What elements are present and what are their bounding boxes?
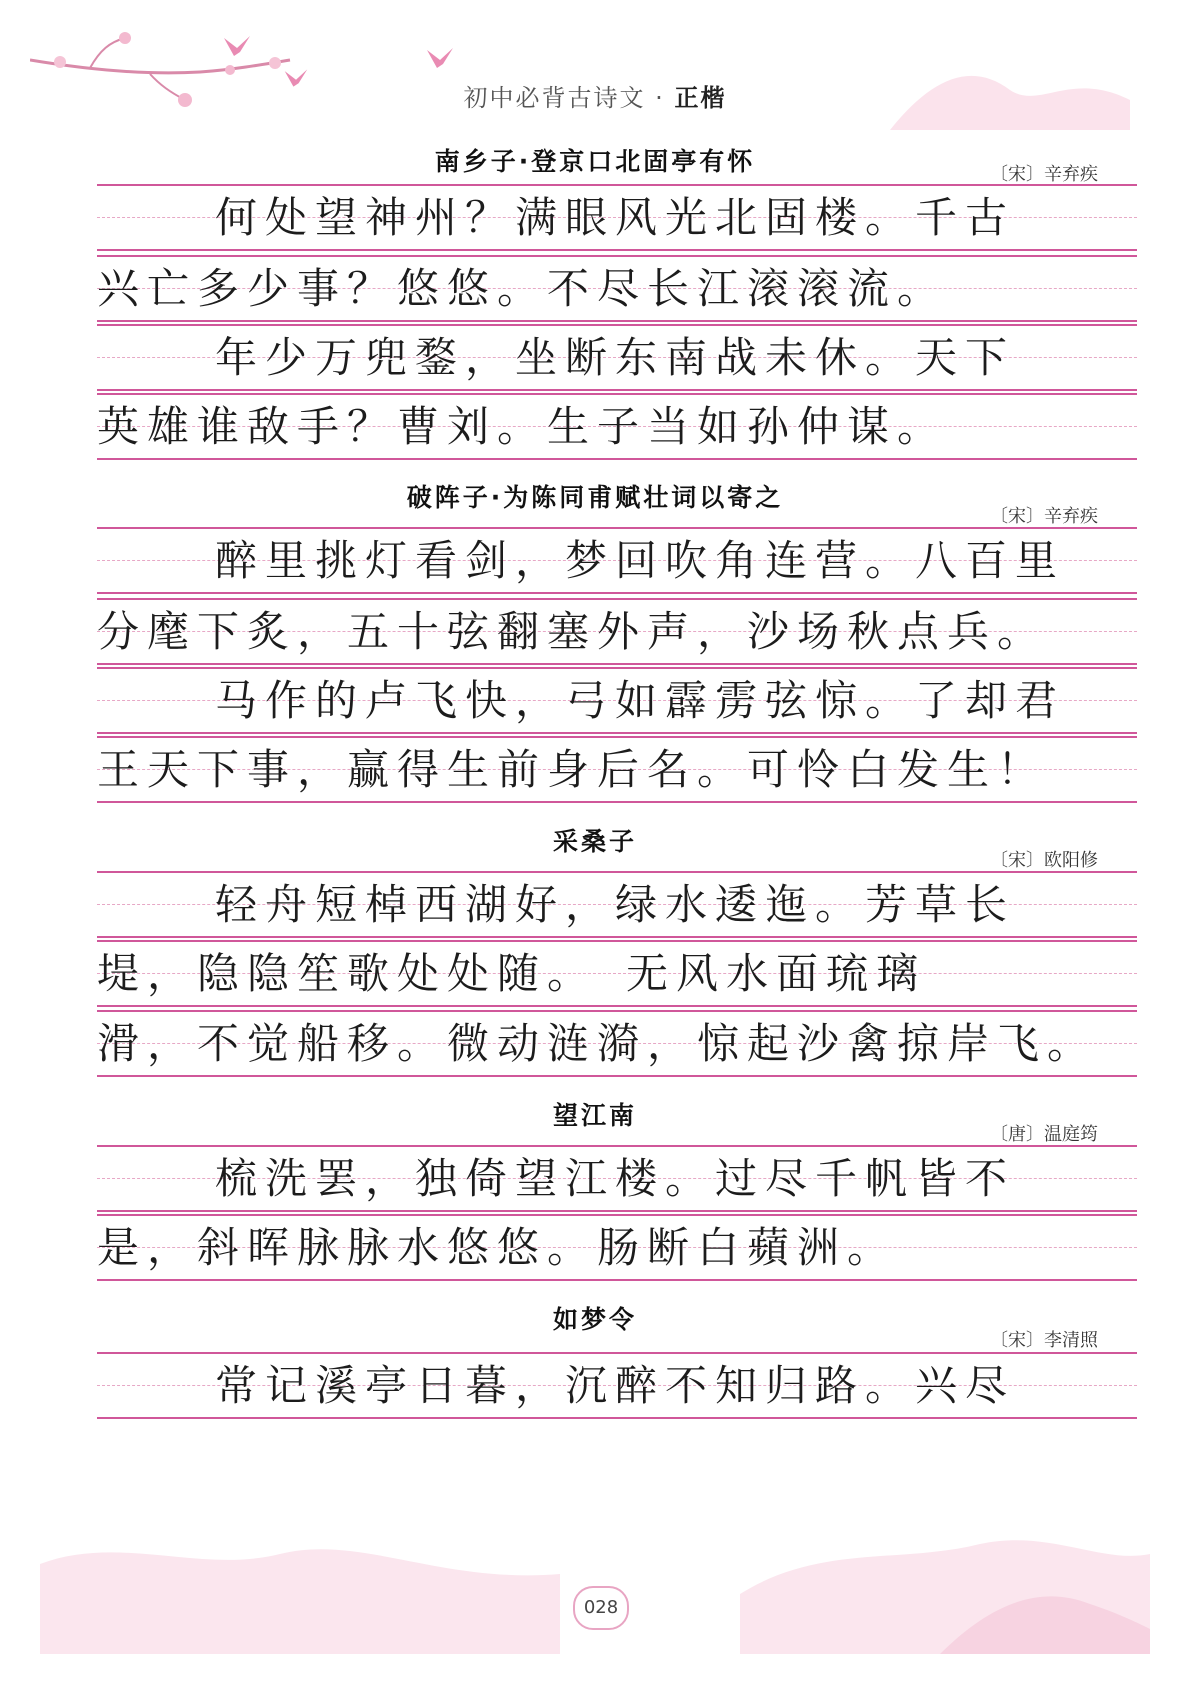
poem-line: 何处望神州？满眼风光北固楼。千古	[215, 193, 1016, 242]
poem-author: 〔宋〕辛弃疾	[990, 506, 1098, 527]
practice-row	[97, 527, 1137, 593]
swallow-icon	[222, 34, 252, 58]
poem-line: 英雄谁敌手？曹刘。生子当如孙仲谋。	[97, 402, 948, 451]
practice-row	[97, 667, 1137, 733]
poem-line: 常记溪亭日暮，沉醉不知归路。兴尽	[215, 1361, 1016, 1410]
poem-line: 梳洗罢，独倚望江楼。过尽千帆皆不	[215, 1154, 1016, 1203]
practice-row	[97, 1145, 1137, 1211]
practice-row	[97, 1214, 1137, 1280]
series-style-label: 正楷	[674, 83, 727, 112]
poem-line: 年少万兜鍪，坐断东南战未休。天下	[215, 333, 1016, 382]
swallow-icon	[425, 44, 455, 72]
practice-row	[97, 598, 1137, 664]
poem-line: 马作的卢飞快，弓如霹雳弦惊。了却君	[215, 676, 1066, 725]
poem-line: 王天下事，赢得生前身后名。可怜白发生！	[97, 745, 1048, 794]
poem-line: 是，斜晖脉脉水悠悠。肠断白蘋洲。	[97, 1223, 898, 1272]
series-title: 初中必背古诗文 ·	[463, 84, 665, 112]
hills-decoration-icon	[40, 1504, 1150, 1654]
practice-row	[97, 940, 1137, 1006]
poem-line: 醉里挑灯看剑，梦回吹角连营。八百里	[215, 536, 1066, 585]
practice-row	[97, 736, 1137, 802]
poem-author: 〔宋〕辛弃疾	[990, 164, 1098, 185]
page-header	[0, 78, 1190, 113]
poem-line: 分麾下炙，五十弦翻塞外声，沙场秋点兵。	[97, 607, 1048, 656]
poem-line: 滑，不觉船移。微动涟漪，惊起沙禽掠岸飞。	[97, 1019, 1098, 1068]
poem-line: 堤，隐隐笙歌处处随。 无风水面琉璃	[97, 949, 927, 998]
poem-author: 〔宋〕李清照	[990, 1330, 1098, 1351]
poem-title: 如梦令	[552, 1305, 637, 1334]
poem-title: 望江南	[552, 1101, 637, 1130]
practice-row	[97, 871, 1137, 937]
poem-line: 兴亡多少事？悠悠。不尽长江滚滚流。	[97, 264, 948, 313]
poem-author: 〔唐〕温庭筠	[990, 1124, 1098, 1145]
practice-row	[97, 393, 1137, 459]
practice-row	[97, 255, 1137, 321]
poem-line: 轻舟短棹西湖好，绿水逶迤。芳草长	[215, 880, 1016, 929]
page-number: 028	[573, 1586, 629, 1630]
poem-author: 〔宋〕欧阳修	[990, 850, 1098, 871]
practice-row	[97, 324, 1137, 390]
practice-row	[97, 1010, 1137, 1076]
practice-row	[97, 1352, 1137, 1418]
poem-title: 南乡子·登京口北固亭有怀	[434, 147, 756, 176]
poem-title: 采桑子	[552, 827, 637, 856]
poem-title: 破阵子·为陈同甫赋壮词以寄之	[406, 483, 784, 512]
practice-row	[97, 184, 1137, 250]
